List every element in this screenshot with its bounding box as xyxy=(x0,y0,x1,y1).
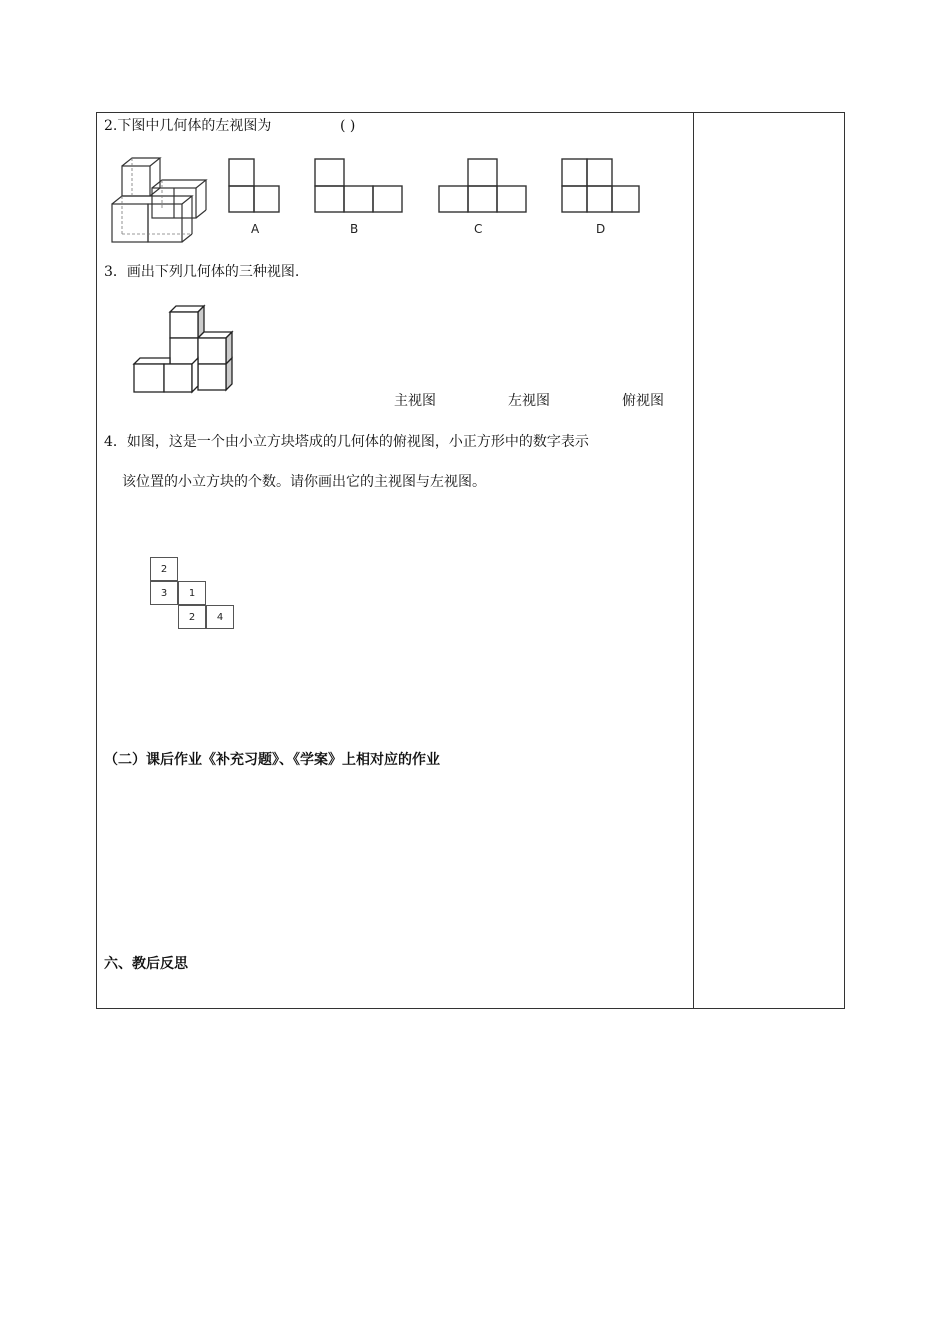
grid-cell: 4 xyxy=(206,605,234,629)
question-4-line-1: 4．如图，这是一个由小立方块塔成的几何体的俯视图，小正方形中的数字表示 xyxy=(104,434,589,450)
view-label-left: 左视图 xyxy=(508,393,550,409)
option-d-label[interactable]: D xyxy=(596,222,606,236)
option-a-label[interactable]: A xyxy=(251,222,260,236)
option-c-figure[interactable] xyxy=(438,158,528,214)
answer-parentheses: ( ) xyxy=(340,118,356,134)
option-d-figure[interactable] xyxy=(561,158,641,214)
q2-solid-figure xyxy=(104,152,214,252)
question-4-line-2: 该位置的小立方块的个数。请你画出它的主视图与左视图。 xyxy=(122,474,486,490)
view-label-front: 主视图 xyxy=(394,393,436,409)
column-divider xyxy=(693,112,694,1009)
grid-cell: 2 xyxy=(150,557,178,581)
reflection-heading: 六、教后反思 xyxy=(104,956,188,972)
question-2-text: 2.下图中几何体的左视图为 xyxy=(104,118,272,134)
view-label-top: 俯视图 xyxy=(622,393,664,409)
grid-cell: 3 xyxy=(150,581,178,605)
question-3-text: 3．画出下列几何体的三种视图. xyxy=(104,264,300,280)
grid-cell: 1 xyxy=(178,581,206,605)
top-view-grid xyxy=(150,557,240,647)
option-b-figure[interactable] xyxy=(314,158,404,214)
option-c-label[interactable]: C xyxy=(474,222,483,236)
option-b-label[interactable]: B xyxy=(350,222,359,236)
grid-cell: 2 xyxy=(178,605,206,629)
option-a-figure[interactable] xyxy=(228,158,280,214)
homework-heading: （二）课后作业《补充习题》、《学案》上相对应的作业 xyxy=(104,752,440,768)
q3-solid-figure xyxy=(130,302,240,396)
